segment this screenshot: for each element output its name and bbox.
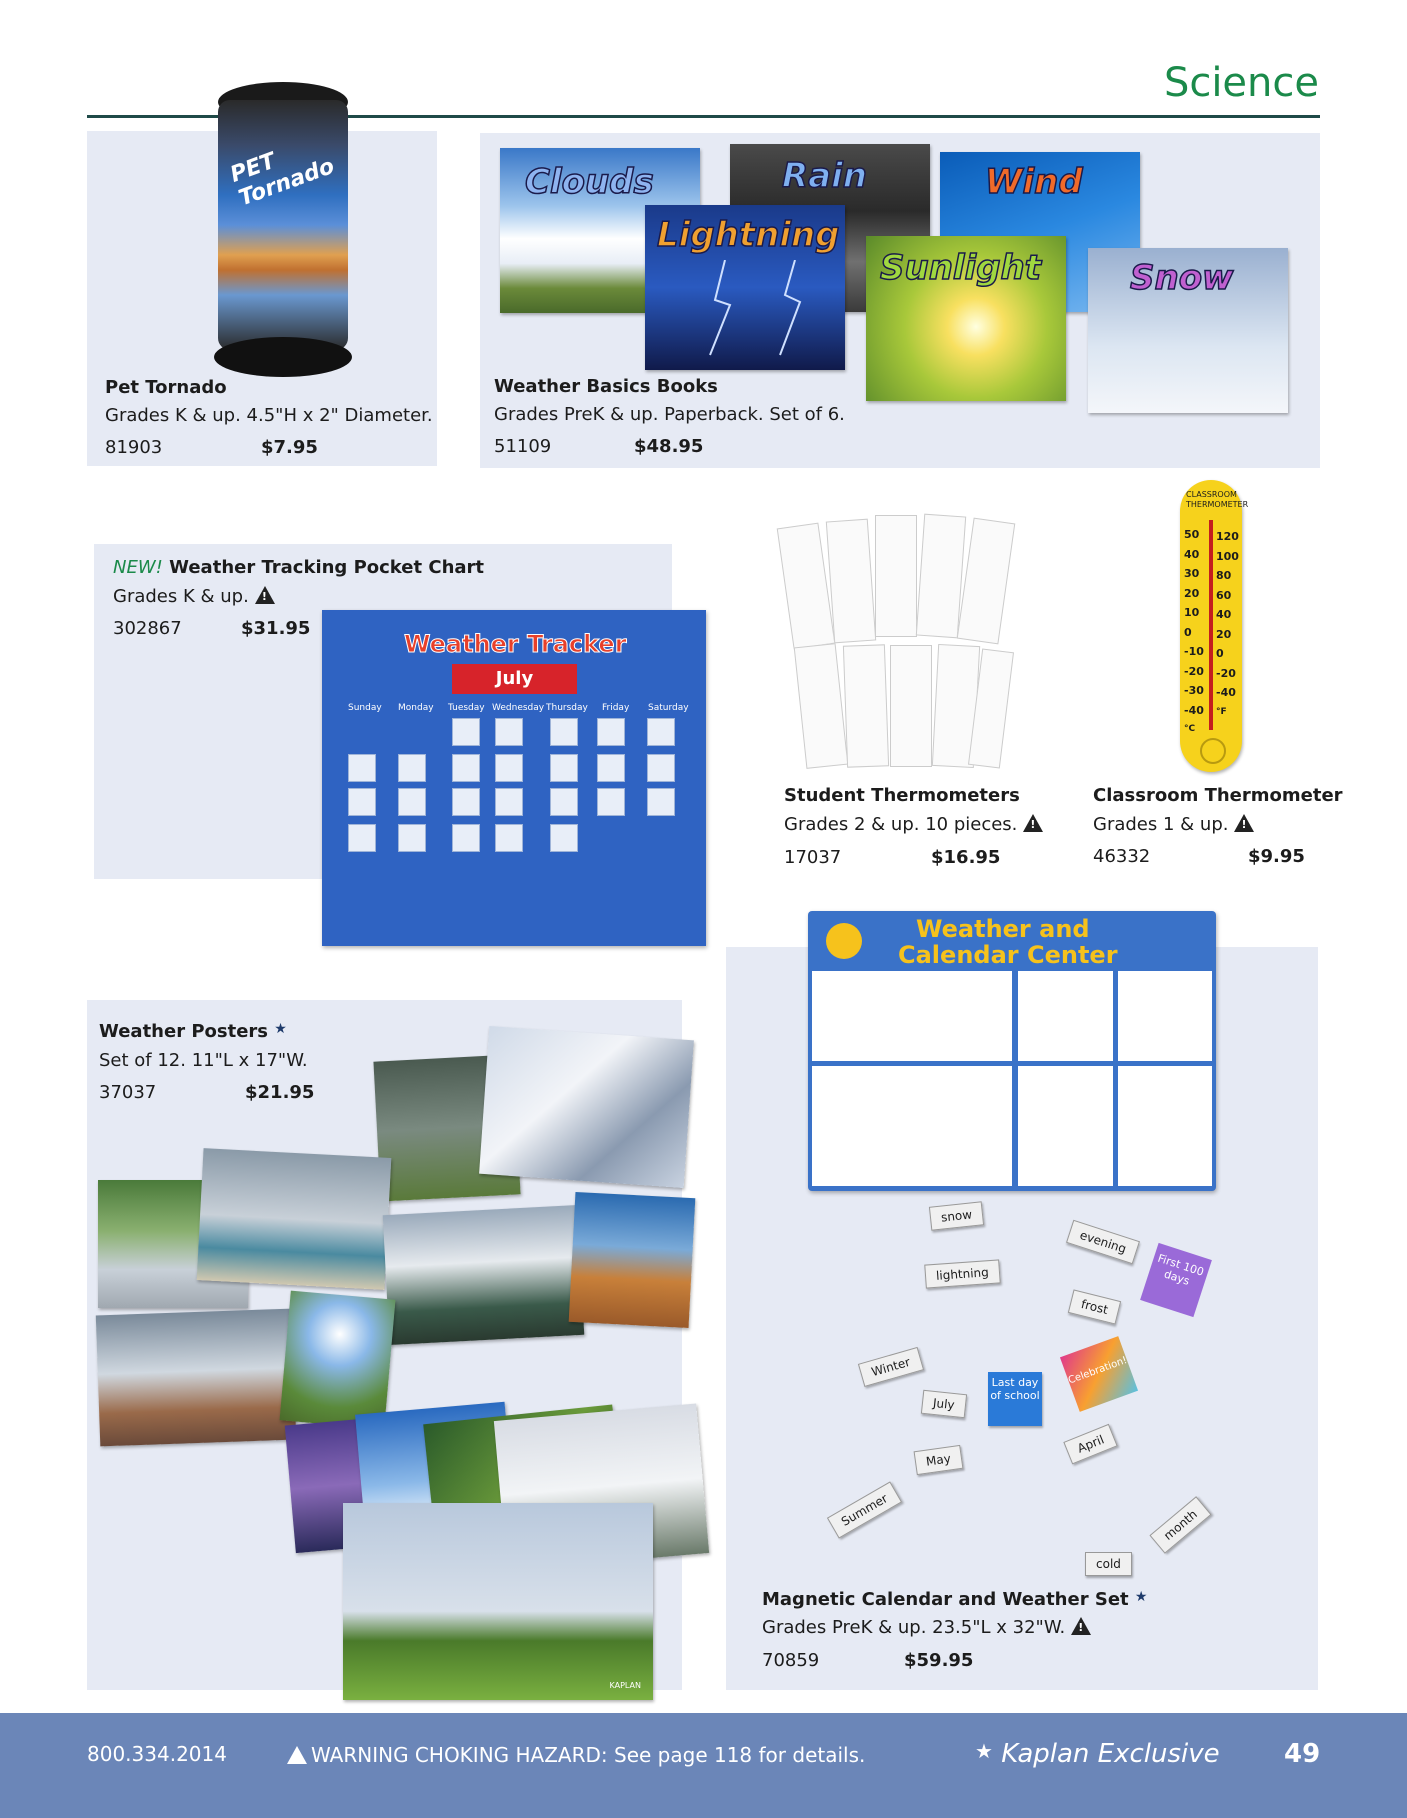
weather-books-price: $48.95 <box>634 436 704 457</box>
classroom-thermometer-desc-line <box>1093 814 1254 835</box>
warning-icon <box>1071 1617 1091 1635</box>
student-thermometers-desc: Grades 2 & up. 10 pieces. <box>784 814 1018 835</box>
page-number: 49 <box>1284 1739 1321 1769</box>
student-thermometers-image <box>780 505 1010 775</box>
star-icon: ★ <box>1134 1589 1148 1605</box>
footer-legend: Kaplan Exclusive <box>1001 1739 1220 1769</box>
weather-books-desc: Grades PreK & up. Paperback. Set of 6. <box>494 404 845 425</box>
book-wind: Wind <box>940 152 1140 312</box>
pocket-chart-price: $31.95 <box>241 618 311 639</box>
magnetic-set-sku: 70859 <box>762 1650 820 1671</box>
pet-tornado-title: Pet Tornado <box>105 377 227 398</box>
lightning-bolt-icon <box>695 260 815 360</box>
weather-posters-sku: 37037 <box>99 1082 157 1103</box>
footer-legend-line <box>975 1739 1220 1769</box>
magnetic-set-title-line <box>762 1589 1147 1610</box>
poster-cloudy-town <box>96 1309 296 1447</box>
classroom-thermometer-image: CLASSROOM THERMOMETER 50 40 30 20 10 0 -10 -20 -30 -40 °C 120 100 80 60 40 20 0 -20 -40 °F <box>1180 480 1242 772</box>
book-rain: Rain <box>730 144 930 312</box>
poster-rainbow-field: KAPLAN <box>343 1503 653 1700</box>
pet-tornado-desc: Grades K & up. 4.5"H x 2" Diameter. <box>105 405 433 426</box>
student-thermometers-sku: 17037 <box>784 847 842 868</box>
magnetic-set-price: $59.95 <box>904 1650 974 1671</box>
star-icon: ★ <box>274 1021 287 1037</box>
book-clouds: Clouds <box>500 148 700 313</box>
book-sunlight: Sunlight <box>866 236 1066 401</box>
magnetic-set-desc: Grades PreK & up. 23.5"L x 32"W. <box>762 1617 1066 1638</box>
weather-posters-title: Weather Posters <box>99 1021 269 1042</box>
book-snow: Snow <box>1088 248 1288 413</box>
month-banner: July <box>452 664 577 694</box>
poster-fog-forest <box>383 1205 585 1345</box>
weather-tracker-chart-image: Weather Tracker July Sunday Monday Tuesday Wednesday Thursday Friday Saturday <box>322 610 706 946</box>
calendar-board-image: Weather and Calendar Center <box>808 911 1216 1191</box>
student-thermometers-desc-line <box>784 814 1043 835</box>
poster-ice-branches <box>479 1026 694 1188</box>
chart-heading: Weather Tracker <box>404 630 627 658</box>
weather-books-title: Weather Basics Books <box>494 376 718 397</box>
student-thermometers-title: Student Thermometers <box>784 785 1020 806</box>
poster-sunny-road <box>280 1291 396 1430</box>
new-badge: NEW! <box>113 557 163 578</box>
pet-tornado-price: $7.95 <box>261 437 318 458</box>
footer-warning-line <box>287 1743 865 1767</box>
pet-tornado-label: PET Tornado <box>227 148 338 212</box>
pocket-chart-title <box>113 557 484 578</box>
star-icon: ★ <box>975 1739 993 1763</box>
footer-bar <box>0 1713 1407 1818</box>
pocket-chart-desc-line <box>113 586 275 607</box>
pocket-chart-sku: 302867 <box>113 618 182 639</box>
warning-icon <box>255 586 275 604</box>
book-lightning: Lightning <box>645 205 845 370</box>
student-thermometers-price: $16.95 <box>931 847 1001 868</box>
classroom-thermometer-price: $9.95 <box>1248 846 1305 867</box>
weather-books-sku: 51109 <box>494 436 552 457</box>
pocket-chart-desc: Grades K & up. <box>113 586 249 607</box>
weather-posters-desc: Set of 12. 11"L x 17"W. <box>99 1050 308 1071</box>
warning-icon <box>1234 814 1254 832</box>
weather-posters-title-line <box>99 1021 287 1042</box>
magnetic-set-title: Magnetic Calendar and Weather Set <box>762 1589 1129 1610</box>
footer-warning: WARNING CHOKING HAZARD: See page 118 for details. <box>311 1743 866 1767</box>
weather-posters-price: $21.95 <box>245 1082 315 1103</box>
pet-tornado-image <box>214 82 354 382</box>
classroom-thermometer-desc: Grades 1 & up. <box>1093 814 1229 835</box>
footer-phone: 800.334.2014 <box>87 1742 227 1766</box>
magnetic-set-desc-line <box>762 1617 1091 1638</box>
pocket-chart-name: Weather Tracking Pocket Chart <box>169 557 485 578</box>
poster-drought <box>569 1192 696 1328</box>
classroom-thermometer-sku: 46332 <box>1093 846 1151 867</box>
poster-windy-beach <box>197 1148 392 1290</box>
warning-icon <box>287 1746 307 1764</box>
sun-icon <box>826 923 862 959</box>
warning-icon <box>1023 814 1043 832</box>
pet-tornado-sku: 81903 <box>105 437 163 458</box>
section-title: Science <box>1163 60 1319 106</box>
classroom-thermometer-title: Classroom Thermometer <box>1093 785 1343 806</box>
